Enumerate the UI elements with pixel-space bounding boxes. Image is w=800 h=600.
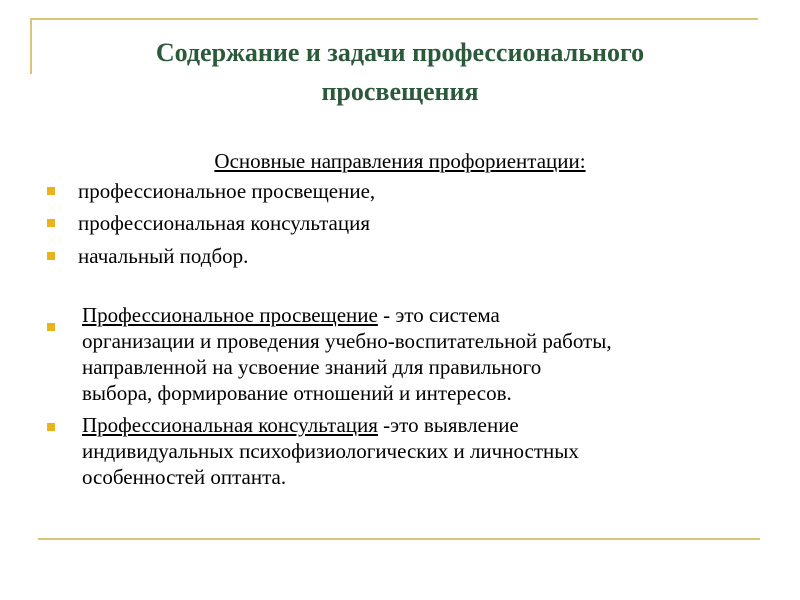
bullet-icon — [47, 252, 55, 260]
list-item-2: профессиональная консультация — [78, 211, 370, 235]
bullet-icon — [47, 187, 55, 195]
definition-education-rest: - это система — [377, 303, 500, 327]
bullet-icon — [47, 423, 55, 431]
definition-education — [82, 302, 782, 406]
list-heading: Основные направления профориентации: — [214, 149, 586, 173]
list-item-3: начальный подбор. — [78, 244, 249, 268]
left-rule — [30, 18, 32, 74]
definition-consultation-rest: -это выявление — [377, 413, 519, 437]
top-rule — [30, 18, 758, 20]
slide-title — [40, 33, 760, 111]
term-education: Профессиональное просвещение — [82, 303, 378, 327]
definition-consultation — [82, 412, 782, 490]
term-consultation: Профессиональная консультация — [82, 413, 378, 437]
definition-consultation-line-1 — [82, 412, 782, 438]
title-line-1: Содержание и задачи профессионального — [155, 38, 645, 67]
bullet-icon — [47, 323, 55, 331]
definition-education-line-1 — [82, 302, 782, 328]
definition-education-line-4: выбора, формирование отношений и интересов. — [82, 381, 512, 405]
bullet-icon — [47, 219, 55, 227]
definition-education-line-3: направленной на усвоение знаний для правильного — [82, 355, 542, 379]
definition-consultation-line-2: индивидуальных психофизиологических и личностных — [82, 439, 579, 463]
definition-consultation-line-3: особенностей оптанта. — [82, 465, 287, 489]
list-item-1: профессиональное просвещение, — [78, 179, 376, 203]
bottom-rule — [38, 538, 760, 540]
definition-education-line-2: организации и проведения учебно-воспитательной работы, — [82, 329, 612, 353]
title-line-2: просвещения — [321, 77, 479, 106]
